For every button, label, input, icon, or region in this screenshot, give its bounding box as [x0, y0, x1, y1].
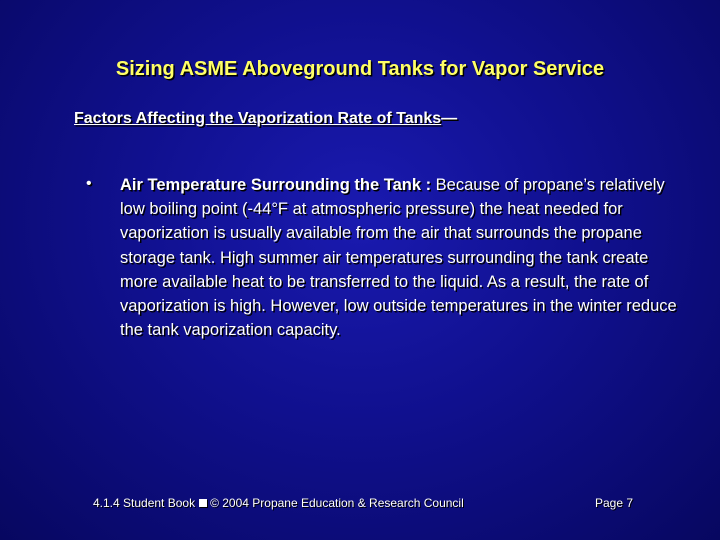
bullet-body: Because of propane’s relatively low boiling point (-44°F at atmospheric pressure) the heat needed for vaporization is usually available from the air that surrounds the propane storage tank. High summer air temperatures surrounding the tank create more available heat to be transferred to the liquid. As a result, the rate of vaporization is high. However, low outside temperatures in the winter reduce the tank vaporization capacity. [120, 176, 677, 340]
bullet-marker: • [86, 175, 92, 192]
footer [93, 496, 464, 510]
square-icon [199, 499, 207, 507]
slide-subtitle [74, 110, 457, 128]
footer-copyright: © 2004 Propane Education & Research Council [210, 496, 464, 510]
subtitle-dash: — [441, 110, 458, 127]
footer-left-text: 4.1.4 Student Book [93, 496, 196, 510]
page-number: Page 7 [595, 496, 634, 510]
slide-title: Sizing ASME Aboveground Tanks for Vapor Service [115, 58, 605, 80]
subtitle-text: Factors Affecting the Vaporization Rate of Tanks [74, 110, 442, 127]
bullet-paragraph [120, 173, 680, 342]
bullet-lead: Air Temperature Surrounding the Tank : [120, 176, 436, 194]
